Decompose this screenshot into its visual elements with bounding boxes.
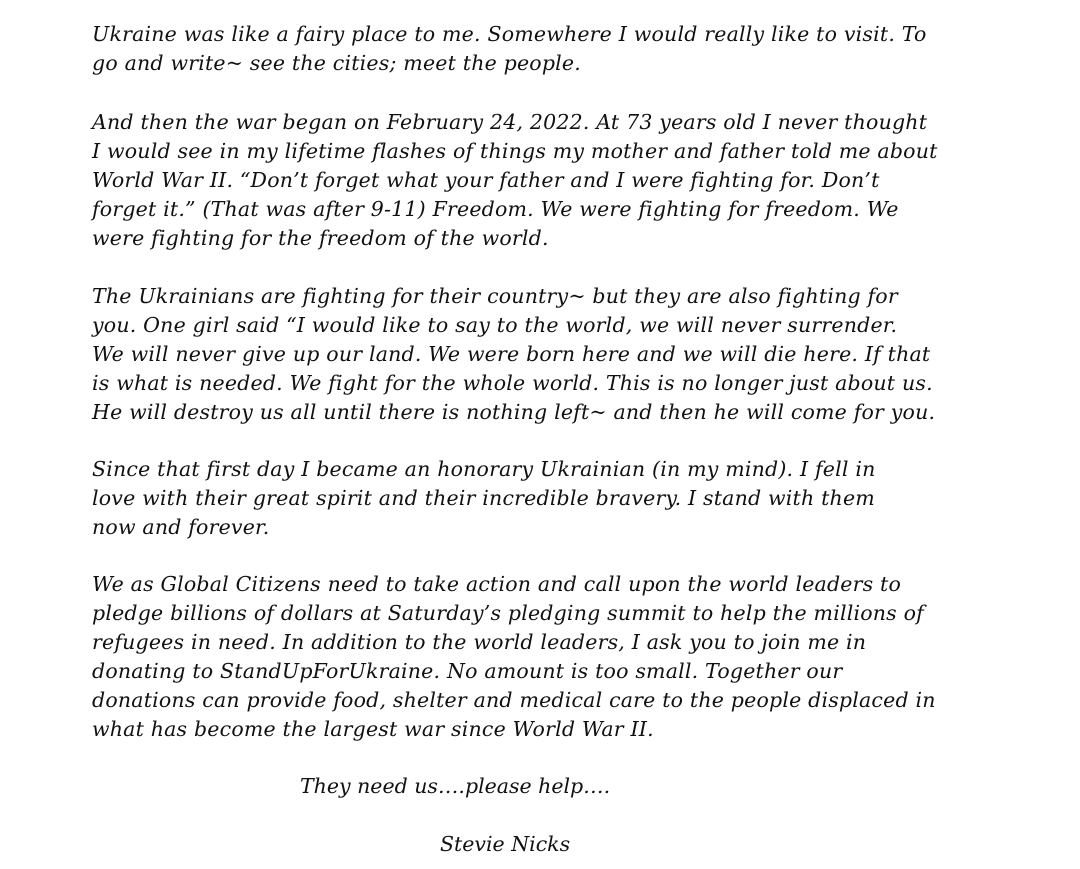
paragraph-line: Ukraine was like a fairy place to me. Somewhere I would really like to visit. To xyxy=(92,22,927,46)
paragraph-4 xyxy=(92,455,997,542)
paragraph-line: donations can provide food, shelter and medical care to the people displaced in xyxy=(92,688,936,712)
closing-line: They need us….please help…. xyxy=(300,774,611,798)
paragraph-line: donating to StandUpForUkraine. No amount is too small. Together our xyxy=(92,659,843,683)
paragraph-line: I would see in my lifetime flashes of things my mother and father told me about xyxy=(92,139,938,163)
paragraph-5 xyxy=(92,570,997,744)
paragraph-line: go and write~ see the cities; meet the people. xyxy=(92,51,581,75)
paragraph-line: you. One girl said “I would like to say to the world, we will never surrender. xyxy=(92,313,898,337)
paragraph-line: Since that first day I became an honorary Ukrainian (in my mind). I fell in xyxy=(92,457,876,481)
signature: Stevie Nicks xyxy=(440,832,571,856)
paragraph-line: now and forever. xyxy=(92,515,270,539)
paragraph-line: The Ukrainians are fighting for their country~ but they are also fighting for xyxy=(92,284,898,308)
paragraph-line: were fighting for the freedom of the world. xyxy=(92,226,549,250)
paragraph-3 xyxy=(92,282,997,427)
paragraph-line: is what is needed. We fight for the whole world. This is no longer just about us. xyxy=(92,371,933,395)
paragraph-line: We as Global Citizens need to take action and call upon the world leaders to xyxy=(92,572,902,596)
paragraph-2 xyxy=(92,108,997,253)
paragraph-line: forget it.” (That was after 9-11) Freedom. We were fighting for freedom. We xyxy=(92,197,899,221)
paragraph-line: what has become the largest war since World War II. xyxy=(92,717,654,741)
paragraph-line: World War II. “Don’t forget what your father and I were fighting for. Don’t xyxy=(92,168,880,192)
paragraph-line: love with their great spirit and their incredible bravery. I stand with them xyxy=(92,486,875,510)
paragraph-line: He will destroy us all until there is nothing left~ and then he will come for you. xyxy=(92,400,936,424)
paragraph-line: And then the war began on February 24, 2022. At 73 years old I never thought xyxy=(92,110,928,134)
paragraph-line: pledge billions of dollars at Saturday’s pledging summit to help the millions of xyxy=(92,601,924,625)
paragraph-line: We will never give up our land. We were born here and we will die here. If that xyxy=(92,342,931,366)
paragraph-line: refugees in need. In addition to the world leaders, I ask you to join me in xyxy=(92,630,867,654)
paragraph-1 xyxy=(92,20,997,78)
